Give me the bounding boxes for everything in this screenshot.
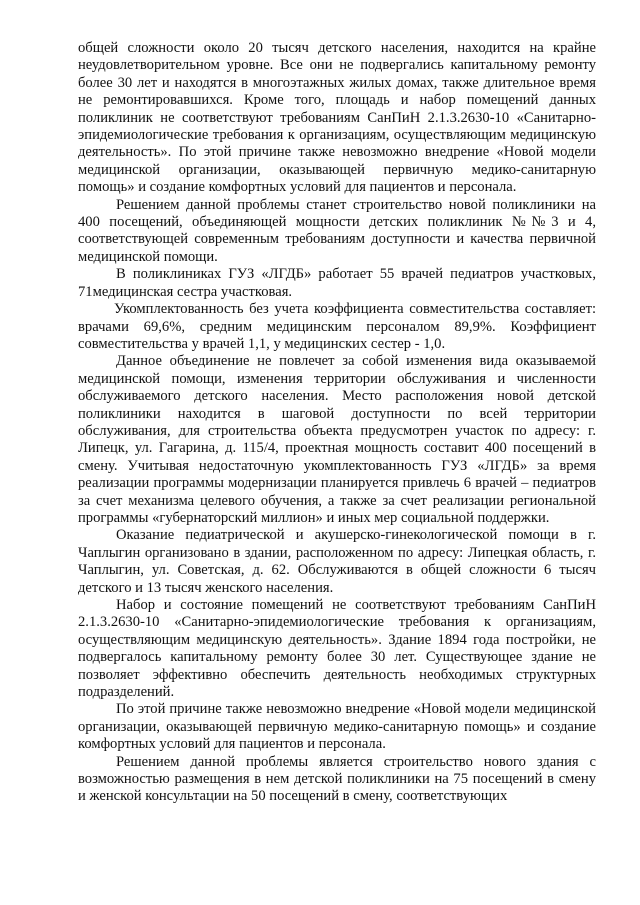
paragraph-premises: Набор и состояние помещений не соответствуют требованиям СанПиН 2.1.3.2630-10 «Санитарно-эпидемиологические требования к организациям, осуществляющим медицинскую деятельность». Здание 1894 года постройки, не подвергалось капитальному ремонту более 30 лет. Существующее здание не позволяет эффективно обеспечить деятельность необходимых структурных подразделений. xyxy=(78,597,596,701)
paragraph-polyclinic-condition: общей сложности около 20 тысяч детского населения, находится на крайне неудовлетворительном уровне. Все они не подвергались капитальному ремонту более 30 лет и находятся в многоэтажных жилых домах, также длительное время не ремонтировавшихся. Кроме того, площадь и набор помещений данных поликлиник не соответствуют требованиям СанПиН 2.1.3.2630-10 «Санитарно-эпидемиологические требования к организациям, осуществляющим медицинскую деятельность». По этой причине также невозможно внедрение «Новой модели медицинской организации, оказывающей первичную медико-санитарную помощь» и создание комфортных условий для пациентов и персонала. xyxy=(78,40,596,196)
paragraph-chaplygin-care: Оказание педиатрической и акушерско-гинекологической помощи в г. Чаплыгин организовано в здании, расположенном по адресу: Липецкая область, г. Чаплыгин, ул. Советская, д. 62. Обслуживаются в общей сложности 6 тысяч детского и 13 тысяч женского населения. xyxy=(78,527,596,596)
paragraph-staff: В поликлиниках ГУЗ «ЛГДБ» работает 55 врачей педиатров участковых, 71медицинская сестра участковая. xyxy=(78,266,596,300)
paragraph-model-reason: По этой причине также невозможно внедрение «Новой модели медицинской организации, оказывающей первичную медико-санитарную помощь» и создание комфортных условий для пациентов и персонала. xyxy=(78,701,596,753)
paragraph-staffing-level: Укомплектованность без учета коэффициента совместительства составляет: врачами 69,6%, средним медицинским персоналом 89,9%. Коэффициент совместительства у врачей 1,1, у медицинских сестер - 1,0. xyxy=(78,301,596,352)
paragraph-new-polyclinic: Решением данной проблемы станет строительство новой поликлиники на 400 посещений, объединяющей мощности детских поликлиник №№3 и 4, соответствующей современным требованиям доступности и качества первичной медицинской помощи. xyxy=(78,196,596,265)
paragraph-merger: Данное объединение не повлечет за собой изменения вида оказываемой медицинской помощи, изменения территории обслуживания и численности обслуживаемого детского населения. Место расположения новой детской поликлиники находится в шаговой доступности по всей территории обслуживания, для строительства объекта предусмотрен участок по адресу: г. Липецк, ул. Гагарина, д. 115/4, проектная мощность составит 400 посещений в смену. Учитывая недостаточную укомплектованность ГУЗ «ЛГДБ» за время реализации программы модернизации планируется привлечь 6 врачей – педиатров за счет механизма целевого обучения, а также за счет реализации региональной программы «губернаторский миллион» и иных мер социальной поддержки. xyxy=(78,353,596,526)
document-page xyxy=(78,40,596,806)
paragraph-new-building: Решением данной проблемы является строительство нового здания с возможностью размещения в нем детской поликлиники на 75 посещений в смену и женской консультации на 50 посещений в смену, соответствующих xyxy=(78,753,596,805)
